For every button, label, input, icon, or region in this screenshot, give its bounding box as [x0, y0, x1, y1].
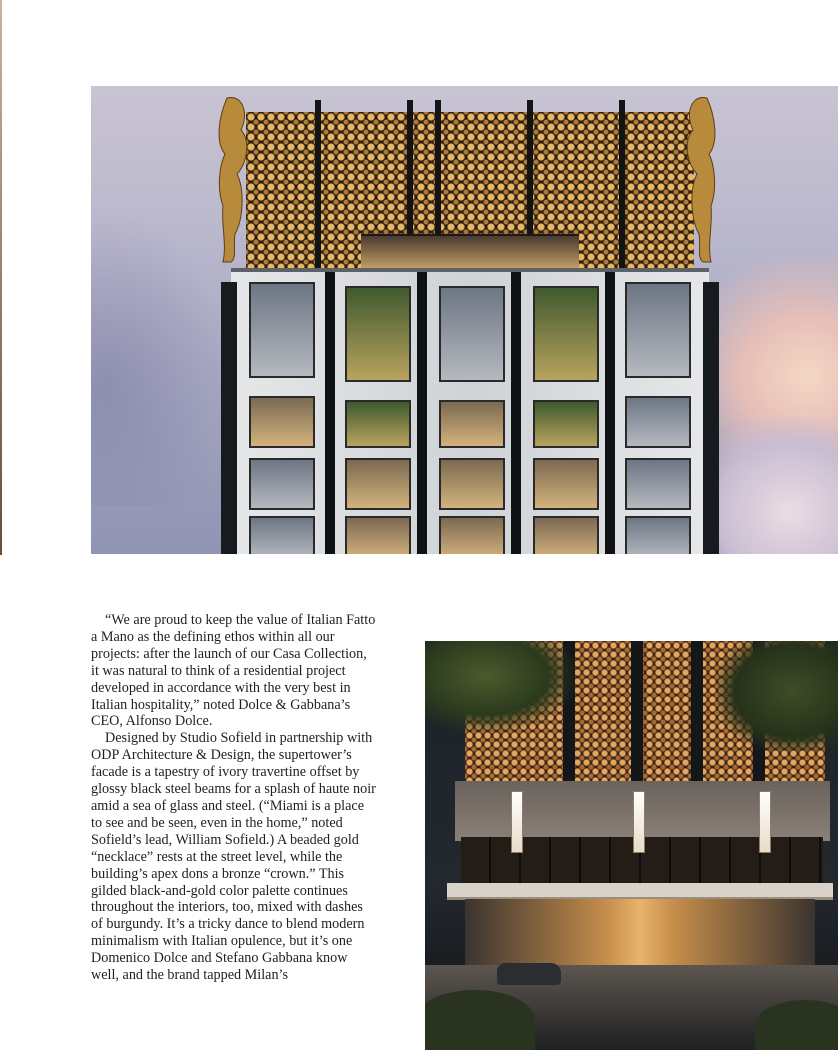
- window: [345, 516, 411, 554]
- tree-canopy: [718, 641, 838, 751]
- shrubs: [755, 1000, 838, 1050]
- lantern: [759, 791, 771, 853]
- black-steel-beam: [605, 272, 615, 554]
- bronze-statue-left: [213, 94, 253, 264]
- paragraph: Designed by Studio Sofield in partnership with ODP Architecture & Design, the supertower’s facade is a tapestry of ivory travertine offset by glossy black steel beams for a splash of haute noir amid a sea of glass and steel. (“Miami is a place to see and be seen, even in the home,” noted Sofield’s lead, William Sofield.) A beaded gold “necklace” rests at the street level, while the building’s apex dons a bronze “crown.” This gilded black-and-gold color palette continues throughout the interiors, too, mixed with dashes of burgundy. It’s a tricky dance to blend modern minimalism with Italian opulence, but it’s one Domenico Dolce and Stefano Gabbana know well, and the brand tapped Milan’s: [91, 730, 376, 984]
- window-palms: [533, 400, 599, 448]
- window: [249, 282, 315, 378]
- window-palms: [533, 286, 599, 382]
- tower-entrance-photo: [425, 641, 838, 1050]
- black-steel-beam: [511, 272, 521, 554]
- window: [249, 396, 315, 448]
- window: [625, 458, 691, 510]
- tree-canopy: [425, 641, 575, 731]
- window: [533, 516, 599, 554]
- bronze-statue-right: [681, 94, 721, 264]
- window-palms: [345, 400, 411, 448]
- rooftop-lounge: [361, 234, 579, 270]
- sky-left: [91, 206, 231, 506]
- shrubs: [425, 990, 535, 1050]
- entrance-canopy: [447, 883, 833, 897]
- paragraph: “We are proud to keep the value of Italian Fatto a Mano as the defining ethos within all our projects: after the launch of our Casa Collection, it was natural to think of a residential project developed in accordance with the very best in Italian hospitality,” noted Dolce & Gabbana’s CEO, Alfonso Dolce.: [91, 612, 376, 730]
- window: [249, 516, 315, 554]
- window: [439, 458, 505, 510]
- window: [439, 516, 505, 554]
- window: [249, 458, 315, 510]
- window: [533, 458, 599, 510]
- black-steel-beam: [417, 272, 427, 554]
- window: [439, 286, 505, 382]
- car: [497, 963, 561, 985]
- crown-rib: [315, 100, 321, 270]
- lantern: [633, 791, 645, 853]
- article-body: [91, 612, 378, 984]
- tower: [221, 86, 719, 554]
- window: [625, 282, 691, 378]
- window: [625, 396, 691, 448]
- black-steel-edge: [221, 282, 237, 554]
- lit-lobby: [465, 899, 815, 965]
- crown-rib: [619, 100, 625, 270]
- window-palms: [345, 286, 411, 382]
- previous-page-edge: [0, 0, 2, 555]
- black-steel-edge: [703, 282, 719, 554]
- window: [345, 458, 411, 510]
- tower-crown-photo: [91, 86, 838, 554]
- black-steel-beam: [325, 272, 335, 554]
- window: [625, 516, 691, 554]
- lantern: [511, 791, 523, 853]
- window: [439, 400, 505, 448]
